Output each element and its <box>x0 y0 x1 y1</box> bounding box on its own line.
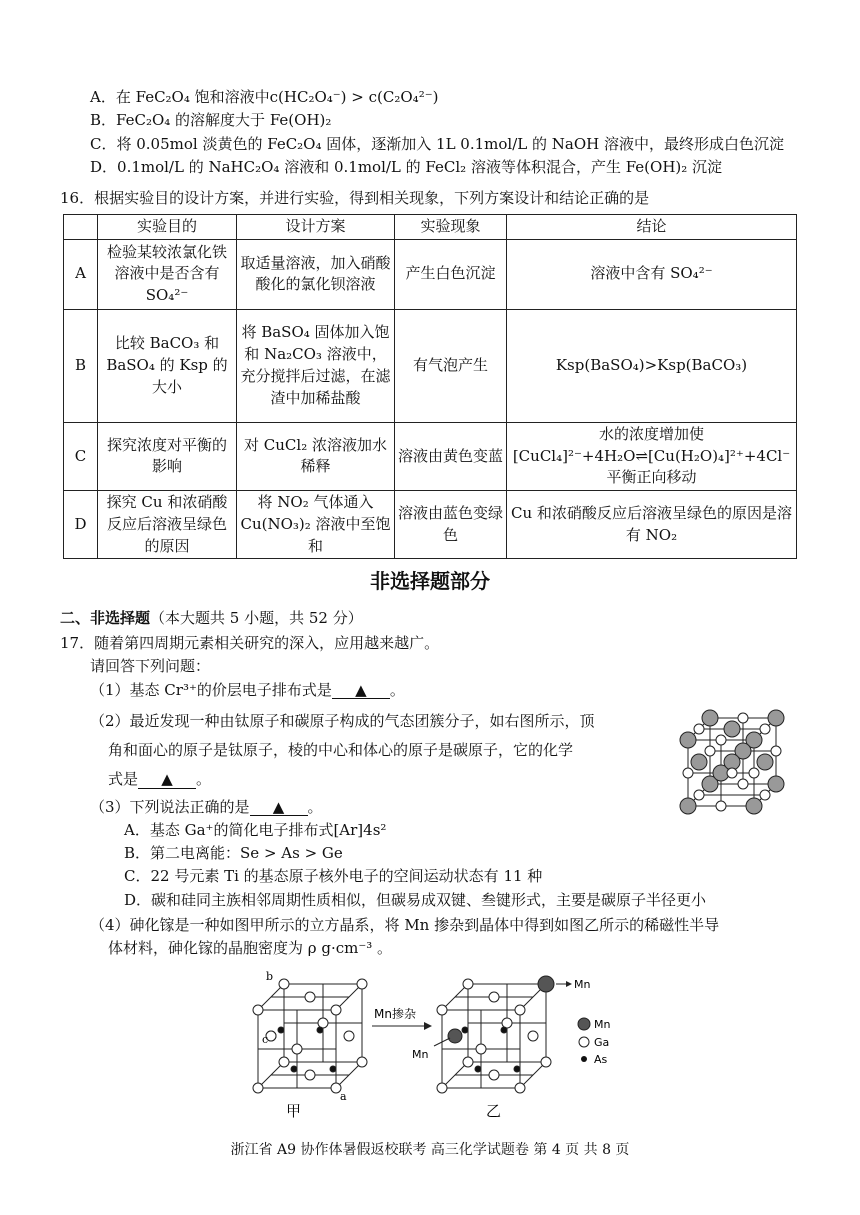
table-row <box>64 239 797 309</box>
q15-option-d: D．0.1mol/L 的 NaHC₂O₄ 溶液和 0.1mol/L 的 FeCl₂ 溶液等体积混合，产生 Fe(OH)₂ 沉淀 <box>90 157 723 176</box>
q17-sub3: （3）下列说法正确的是 ▲ 。 <box>90 797 323 816</box>
caption-right: 乙 <box>486 1102 502 1120</box>
table-header-row <box>64 215 797 240</box>
corner-label-c: c <box>262 1033 269 1046</box>
cell-design: 取适量溶液，加入硝酸酸化的氯化钡溶液 <box>237 239 395 309</box>
corner-label-b: b <box>266 970 274 983</box>
cell-purpose: 探究 Cu 和浓硝酸反应后溶液呈绿色的原因 <box>98 491 237 559</box>
cell-phenomenon: 溶液由黄色变蓝 <box>395 422 507 490</box>
cell-conclusion: 溶液中含有 SO₄²⁻ <box>507 239 797 309</box>
legend-as: As <box>594 1053 608 1066</box>
table-header: 实验现象 <box>395 215 507 240</box>
mn-label-left: Mn <box>412 1048 429 1061</box>
q17-stem: 17．随着第四周期元素相关研究的深入，应用越来越广。 <box>60 634 440 652</box>
cell-conclusion: Cu 和浓硝酸反应后溶液呈绿色的原因是溶有 NO₂ <box>507 491 797 559</box>
table-row <box>64 422 797 490</box>
cell-purpose: 探究浓度对平衡的影响 <box>98 422 237 490</box>
ti-c-cluster-figure <box>676 708 788 828</box>
table-header <box>64 215 98 240</box>
q16-stem: 16．根据实验目的设计方案，并进行实验，得到相关现象，下列方案设计和结论正确的是 <box>60 189 650 207</box>
cell-design: 将 BaSO₄ 固体加入饱和 Na₂CO₃ 溶液中，充分搅拌后过滤，在滤渣中加稀盐酸 <box>237 309 395 422</box>
q17-sub4-line1: （4）砷化镓是一种如图甲所示的立方晶系，将 Mn 掺杂到晶体中得到如图乙所示的稀磁性半导 <box>90 915 720 934</box>
page-footer: 浙江省 A9 协作体暑假返校联考 高三化学试题卷 第 4 页 共 8 页 <box>230 1142 630 1158</box>
cell-phenomenon: 产生白色沉淀 <box>395 239 507 309</box>
q15-option-a: A．在 FeC₂O₄ 饱和溶液中c(HC₂O₄⁻) > c(C₂O₄²⁻) <box>90 88 439 106</box>
row-label: C <box>64 422 98 490</box>
legend-ga-icon <box>579 1037 589 1047</box>
row-label: B <box>64 309 98 422</box>
q17-sub3-option: D．碳和硅同主族相邻周期性质相似，但碳易成双键、叁键形式，主要是碳原子半径更小 <box>124 890 707 909</box>
section-title: 非选择题部分 <box>370 569 490 593</box>
table-row <box>64 491 797 559</box>
cell-phenomenon: 有气泡产生 <box>395 309 507 422</box>
part2-title: 二、非选择题 <box>60 609 151 627</box>
answer-blank: ▲ <box>250 799 308 817</box>
q17-sub4-line2: 体材料，砷化镓的晶胞密度为 ρ g·cm⁻³ 。 <box>108 939 393 957</box>
cell-conclusion: 水的浓度增加使 [CuCl₄]²⁻+4H₂O⇌[Cu(H₂O)₄]²⁺+4Cl⁻ 平衡正向移动 <box>507 422 797 490</box>
q17-sub2-line3: 式是 ▲ 。 <box>108 770 212 789</box>
legend-as-icon <box>581 1056 587 1062</box>
q16-table <box>63 214 797 559</box>
q17-sub2-line1: （2）最近发现一种由钛原子和碳原子构成的气态团簇分子，如右图所示，顶 <box>90 711 595 730</box>
q15-options <box>60 86 820 179</box>
caption-left: 甲 <box>286 1102 302 1120</box>
cell-design: 对 CuCl₂ 浓溶液加水稀释 <box>237 422 395 490</box>
legend-mn: Mn <box>594 1018 611 1031</box>
q17-sub1: （1）基态 Cr³⁺的价层电子排布式是 ▲ 。 <box>90 680 405 699</box>
legend-mn-icon <box>578 1018 590 1030</box>
arrow-head-icon <box>566 981 572 987</box>
cell-conclusion: Ksp(BaSO₄)>Ksp(BaCO₃) <box>507 309 797 422</box>
corner-label-a: a <box>340 1090 347 1103</box>
q17-sub3-option: C．22 号元素 Ti 的基态原子核外电子的空间运动状态有 11 种 <box>124 867 543 886</box>
legend-ga: Ga <box>594 1036 610 1049</box>
q17-sub3-option: B．第二电离能：Se > As > Ge <box>124 844 343 862</box>
cell-design: 将 NO₂ 气体通入 Cu(NO₃)₂ 溶液中至饱和 <box>237 491 395 559</box>
cell-purpose: 比较 BaCO₃ 和 BaSO₄ 的 Ksp 的大小 <box>98 309 237 422</box>
cell-purpose: 检验某较浓氯化铁溶液中是否含有 SO₄²⁻ <box>98 239 237 309</box>
row-label: A <box>64 239 98 309</box>
row-label: D <box>64 491 98 559</box>
q15-option-b: B．FeC₂O₄ 的溶解度大于 Fe(OH)₂ <box>90 111 332 130</box>
q17-sub2-line2: 角和面心的原子是钛原子，棱的中心和体心的原子是碳原子，它的化学 <box>108 741 574 759</box>
table-header: 结论 <box>507 215 797 240</box>
q17-prompt: 请回答下列问题： <box>90 657 211 676</box>
gaas-unit-cell-figure <box>244 966 634 1124</box>
q15-option-c: C．将 0.05mol 淡黄色的 FeC₂O₄ 固体，逐渐加入 1L 0.1mol/L 的 NaOH 溶液中，最终形成白色沉淀 <box>90 134 784 153</box>
mn-label-top: Mn <box>574 978 591 991</box>
table-header: 实验目的 <box>98 215 237 240</box>
answer-blank: ▲ <box>138 771 196 789</box>
arrow-head-icon <box>424 1022 432 1030</box>
q17-sub3-option: A．基态 Ga⁺的简化电子排布式[Ar]4s² <box>124 820 387 839</box>
table-header: 设计方案 <box>237 215 395 240</box>
cell-phenomenon: 溶液由蓝色变绿色 <box>395 491 507 559</box>
part2-heading <box>60 607 820 630</box>
doping-arrow-label: Mn掺杂 <box>374 1007 416 1021</box>
part2-note: （本大题共 5 小题，共 52 分） <box>150 609 363 627</box>
answer-blank: ▲ <box>332 682 390 700</box>
table-row <box>64 309 797 422</box>
